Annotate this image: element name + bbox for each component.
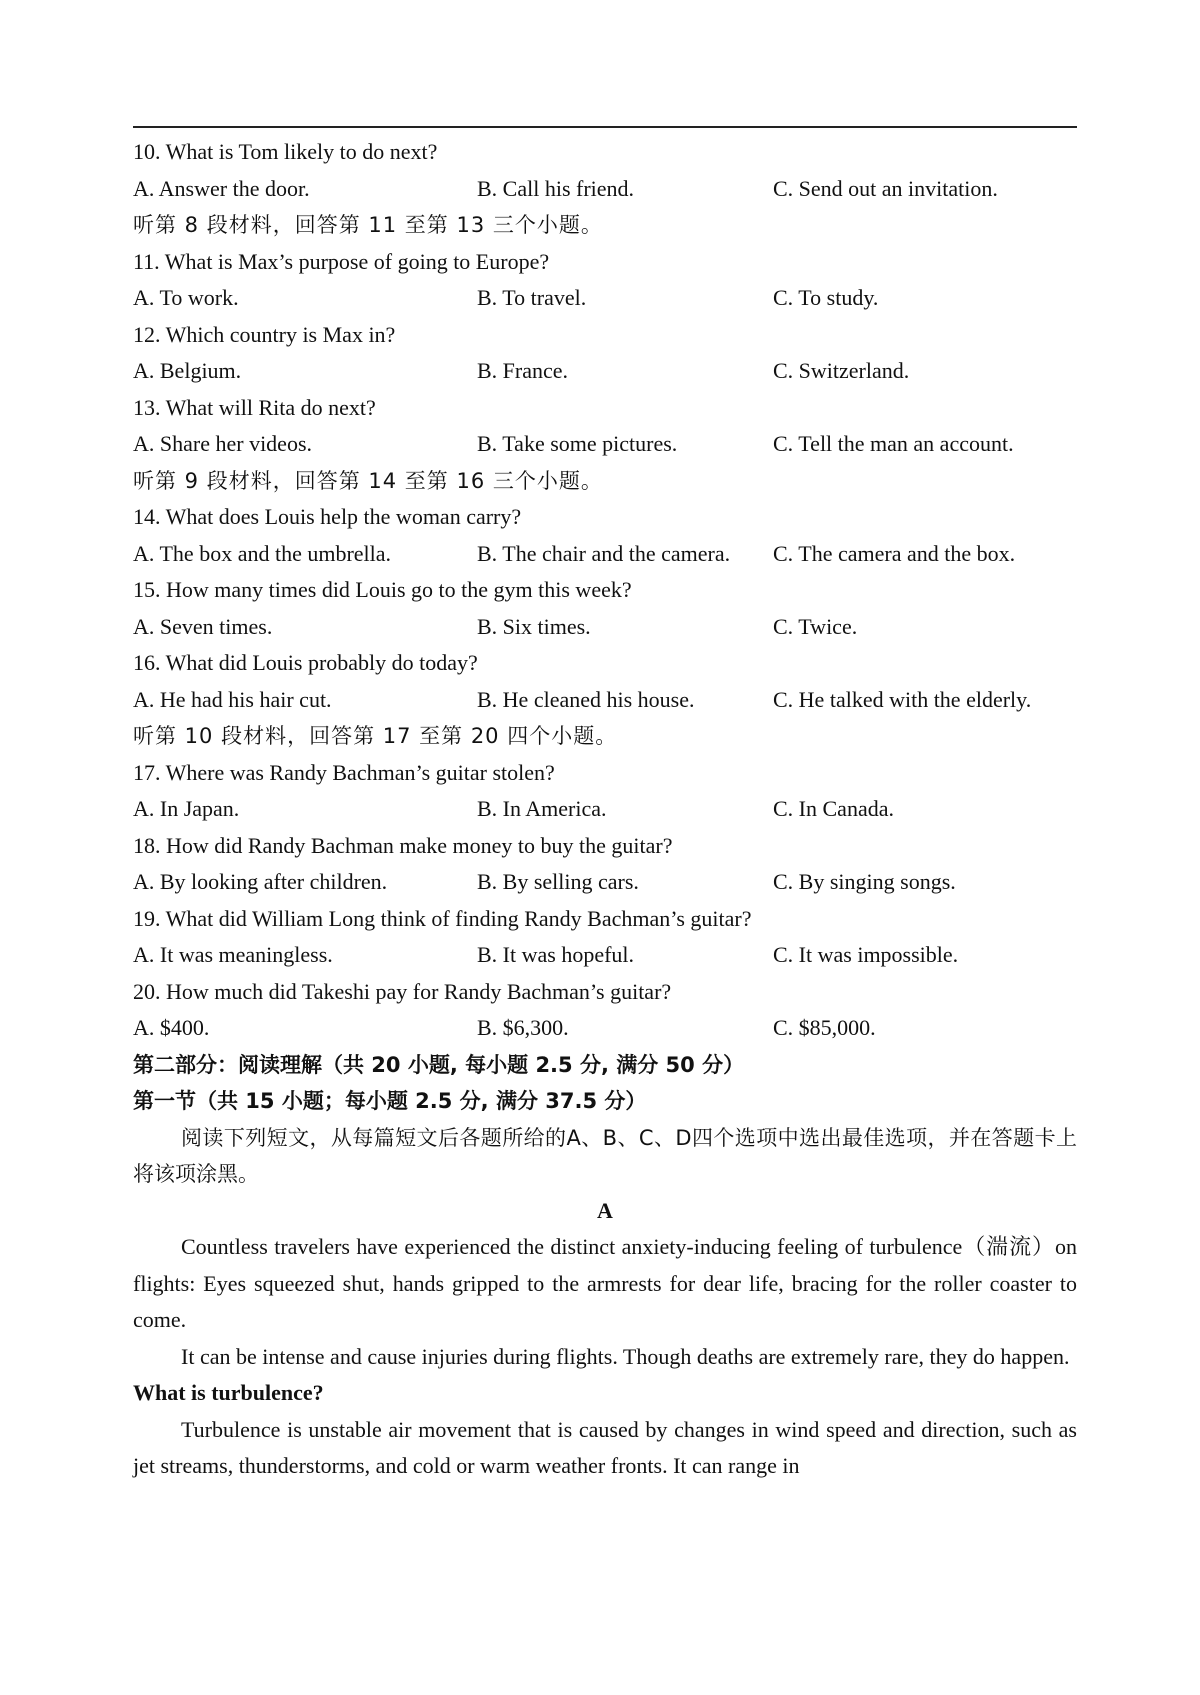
passage-paragraph-3: Turbulence is unstable air movement that is caused by changes in wind speed and direction, such as jet streams, thunderstorms, and cold or warm weather fronts. It can range in bbox=[133, 1416, 1077, 1478]
option-c: C. It was impossible. bbox=[773, 942, 959, 967]
options-15 bbox=[133, 609, 1077, 646]
part2-heading: 第二部分：阅读理解（共 20 小题, 每小题 2.5 分, 满分 50 分） bbox=[133, 1052, 745, 1077]
option-b: B. He cleaned his house. bbox=[477, 686, 695, 712]
option-a: A. In Japan. bbox=[133, 796, 240, 821]
option-b: B. Call his friend. bbox=[477, 175, 635, 201]
option-c: C. Switzerland. bbox=[773, 358, 910, 383]
option-c: C. Twice. bbox=[773, 613, 858, 639]
option-c: C. He talked with the elderly. bbox=[773, 686, 1032, 712]
option-c: C. Send out an invitation. bbox=[773, 175, 998, 201]
question-12: 12. Which country is Max in? bbox=[133, 321, 396, 347]
exam-page bbox=[133, 126, 1077, 1485]
option-b: B. The chair and the camera. bbox=[477, 540, 731, 566]
question-20: 20. How much did Takeshi pay for Randy Bachman’s guitar? bbox=[133, 978, 672, 1004]
question-16: 16. What did Louis probably do today? bbox=[133, 650, 478, 675]
option-c: C. $85,000. bbox=[773, 1015, 876, 1040]
options-13 bbox=[133, 426, 1077, 463]
options-14 bbox=[133, 536, 1077, 573]
option-a: A. It was meaningless. bbox=[133, 942, 333, 967]
passage-paragraph-2: It can be intense and cause injuries during flights. Though deaths are extremely rare, they do happen. bbox=[181, 1343, 1070, 1369]
header-rule bbox=[133, 126, 1077, 128]
question-13: 13. What will Rita do next? bbox=[133, 394, 376, 420]
option-a: A. $400. bbox=[133, 1015, 210, 1040]
option-b: B. It was hopeful. bbox=[477, 942, 635, 967]
options-10 bbox=[133, 171, 1077, 208]
option-a: A. Belgium. bbox=[133, 358, 242, 383]
option-c: C. In Canada. bbox=[773, 796, 894, 821]
question-10: 10. What is Tom likely to do next? bbox=[133, 139, 438, 164]
options-18 bbox=[133, 864, 1077, 901]
option-b: B. Six times. bbox=[477, 613, 591, 639]
options-17 bbox=[133, 791, 1077, 828]
option-c: C. The camera and the box. bbox=[773, 540, 1016, 566]
option-a: A. By looking after children. bbox=[133, 869, 388, 894]
option-b: B. Take some pictures. bbox=[477, 431, 678, 456]
option-b: B. France. bbox=[477, 358, 569, 383]
option-c: C. To study. bbox=[773, 285, 879, 310]
options-19 bbox=[133, 937, 1077, 974]
question-15: 15. How many times did Louis go to the gym this week? bbox=[133, 577, 632, 602]
option-a: A. Seven times. bbox=[133, 613, 273, 639]
question-17: 17. Where was Randy Bachman’s guitar stolen? bbox=[133, 759, 555, 785]
options-11 bbox=[133, 280, 1077, 317]
option-a: A. He had his hair cut. bbox=[133, 686, 332, 712]
option-a: A. Share her videos. bbox=[133, 431, 313, 456]
question-19: 19. What did William Long think of finding Randy Bachman’s guitar? bbox=[133, 905, 752, 931]
option-b: B. To travel. bbox=[477, 285, 587, 310]
question-18: 18. How did Randy Bachman make money to buy the guitar? bbox=[133, 832, 673, 858]
question-11: 11. What is Max’s purpose of going to Europe? bbox=[133, 248, 550, 274]
instruction-material-10: 听第 10 段材料，回答第 17 至第 20 四个小题。 bbox=[133, 724, 618, 748]
instruction-material-8: 听第 8 段材料，回答第 11 至第 13 三个小题。 bbox=[133, 213, 603, 237]
option-b: B. In America. bbox=[477, 796, 607, 821]
question-14: 14. What does Louis help the woman carry? bbox=[133, 504, 522, 529]
options-12 bbox=[133, 353, 1077, 390]
instruction-material-9: 听第 9 段材料，回答第 14 至第 16 三个小题。 bbox=[133, 468, 603, 493]
reading-instruction: 阅读下列短文，从每篇短文后各题所给的A、B、C、D四个选项中选出最佳选项，并在答题卡上将该项涂黑。 bbox=[133, 1125, 1077, 1186]
passage-paragraph-1: Countless travelers have experienced the distinct anxiety-inducing feeling of turbulence（湍流）on flights: Eyes squeezed shut, hands gripped to the armrests for dear life, bracing for the roller coaster to come. bbox=[133, 1234, 1077, 1332]
option-a: A. The box and the umbrella. bbox=[133, 540, 392, 566]
option-c: C. By singing songs. bbox=[773, 869, 956, 894]
options-16 bbox=[133, 682, 1077, 719]
section1-heading: 第一节（共 15 小题；每小题 2.5 分, 满分 37.5 分） bbox=[133, 1089, 647, 1113]
subheading: What is turbulence? bbox=[133, 1380, 324, 1405]
option-b: B. $6,300. bbox=[477, 1015, 569, 1040]
options-20 bbox=[133, 1010, 1077, 1047]
passage-label: A bbox=[597, 1197, 613, 1223]
option-a: A. Answer the door. bbox=[133, 175, 310, 201]
option-c: C. Tell the man an account. bbox=[773, 431, 1014, 456]
option-b: B. By selling cars. bbox=[477, 869, 639, 894]
option-a: A. To work. bbox=[133, 285, 239, 310]
